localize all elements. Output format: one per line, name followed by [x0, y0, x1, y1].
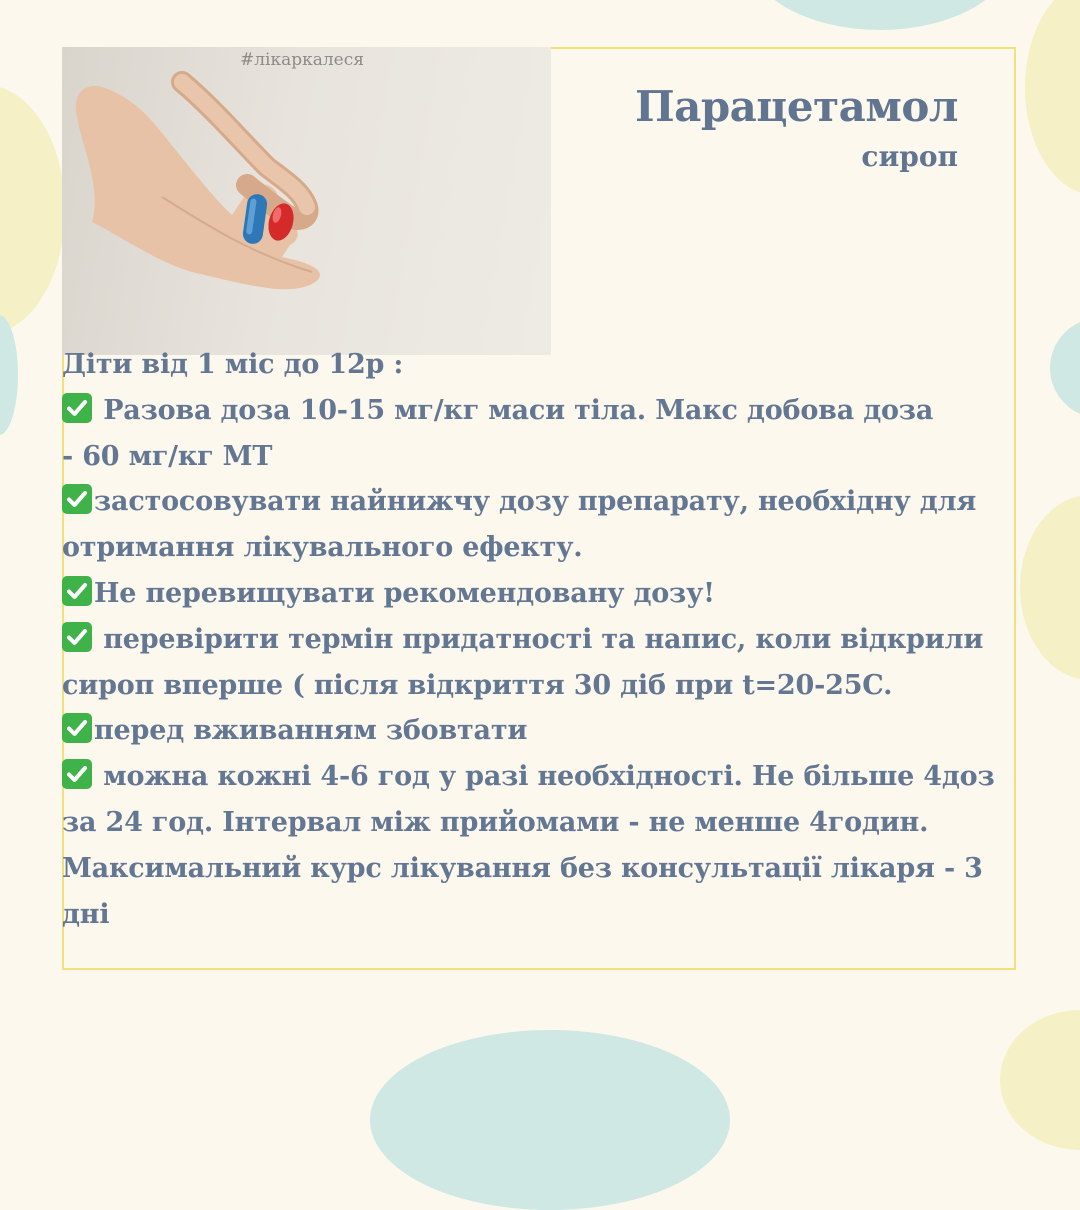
list-item-text: застосовувати найнижчу дозу препарату, необхідну для отримання лікувального ефекту. [62, 486, 977, 564]
list-item-text: Не перевищувати рекомендовану дозу! [94, 577, 715, 609]
hand-holding-pill-photo [62, 47, 551, 355]
hand-pill-illustration [62, 47, 551, 355]
list-item [62, 754, 1012, 937]
list-item-text: перевірити термін придатності та напис, коли відкрили сироп вперше ( після відкриття 30 діб при t=20-25C. [62, 623, 984, 701]
decor-circle-bottom-right [1000, 1010, 1080, 1150]
decor-circle-right-top [1025, 0, 1080, 195]
list-item-text: перед вживанням збовтати [94, 715, 528, 747]
list-item [62, 571, 1012, 617]
check-mark-button-icon [62, 759, 92, 789]
check-mark-button-icon [62, 576, 92, 606]
dosage-instructions [62, 342, 1012, 937]
page-subtitle: сироп [861, 140, 958, 173]
list-item-text-continuation: - 60 мг/кг МТ [62, 440, 273, 472]
list-item [62, 708, 1012, 754]
list-item [62, 388, 1012, 480]
check-mark-button-icon [62, 713, 92, 743]
decor-circle-right-low [1020, 495, 1080, 680]
list-item [62, 479, 1012, 571]
decor-circle-left-small [0, 315, 18, 435]
list-item-text: Разова доза 10-15 мг/кг маси тіла. Макс добова доза [94, 394, 934, 426]
page-title: Парацетамол [634, 82, 958, 131]
list-item [62, 617, 1012, 709]
decor-circle-left [0, 85, 65, 335]
decor-circle-bottom [370, 1030, 730, 1210]
check-mark-button-icon [62, 484, 92, 514]
decor-circle-top [745, 0, 1015, 30]
intro-line: Діти від 1 міс до 12р : [62, 349, 404, 380]
decor-circle-right-mid [1050, 318, 1080, 418]
check-mark-button-icon [62, 393, 92, 423]
hashtag-label: #лікаркалеся [240, 50, 364, 70]
check-mark-button-icon [62, 622, 92, 652]
list-item-text: можна кожні 4-6 год у разі необхідності. Не більше 4доз за 24 год. Інтервал між прийомами - не менше 4годин. Максимальний курс лікування без консультації лікаря - 3 дні [62, 761, 995, 930]
